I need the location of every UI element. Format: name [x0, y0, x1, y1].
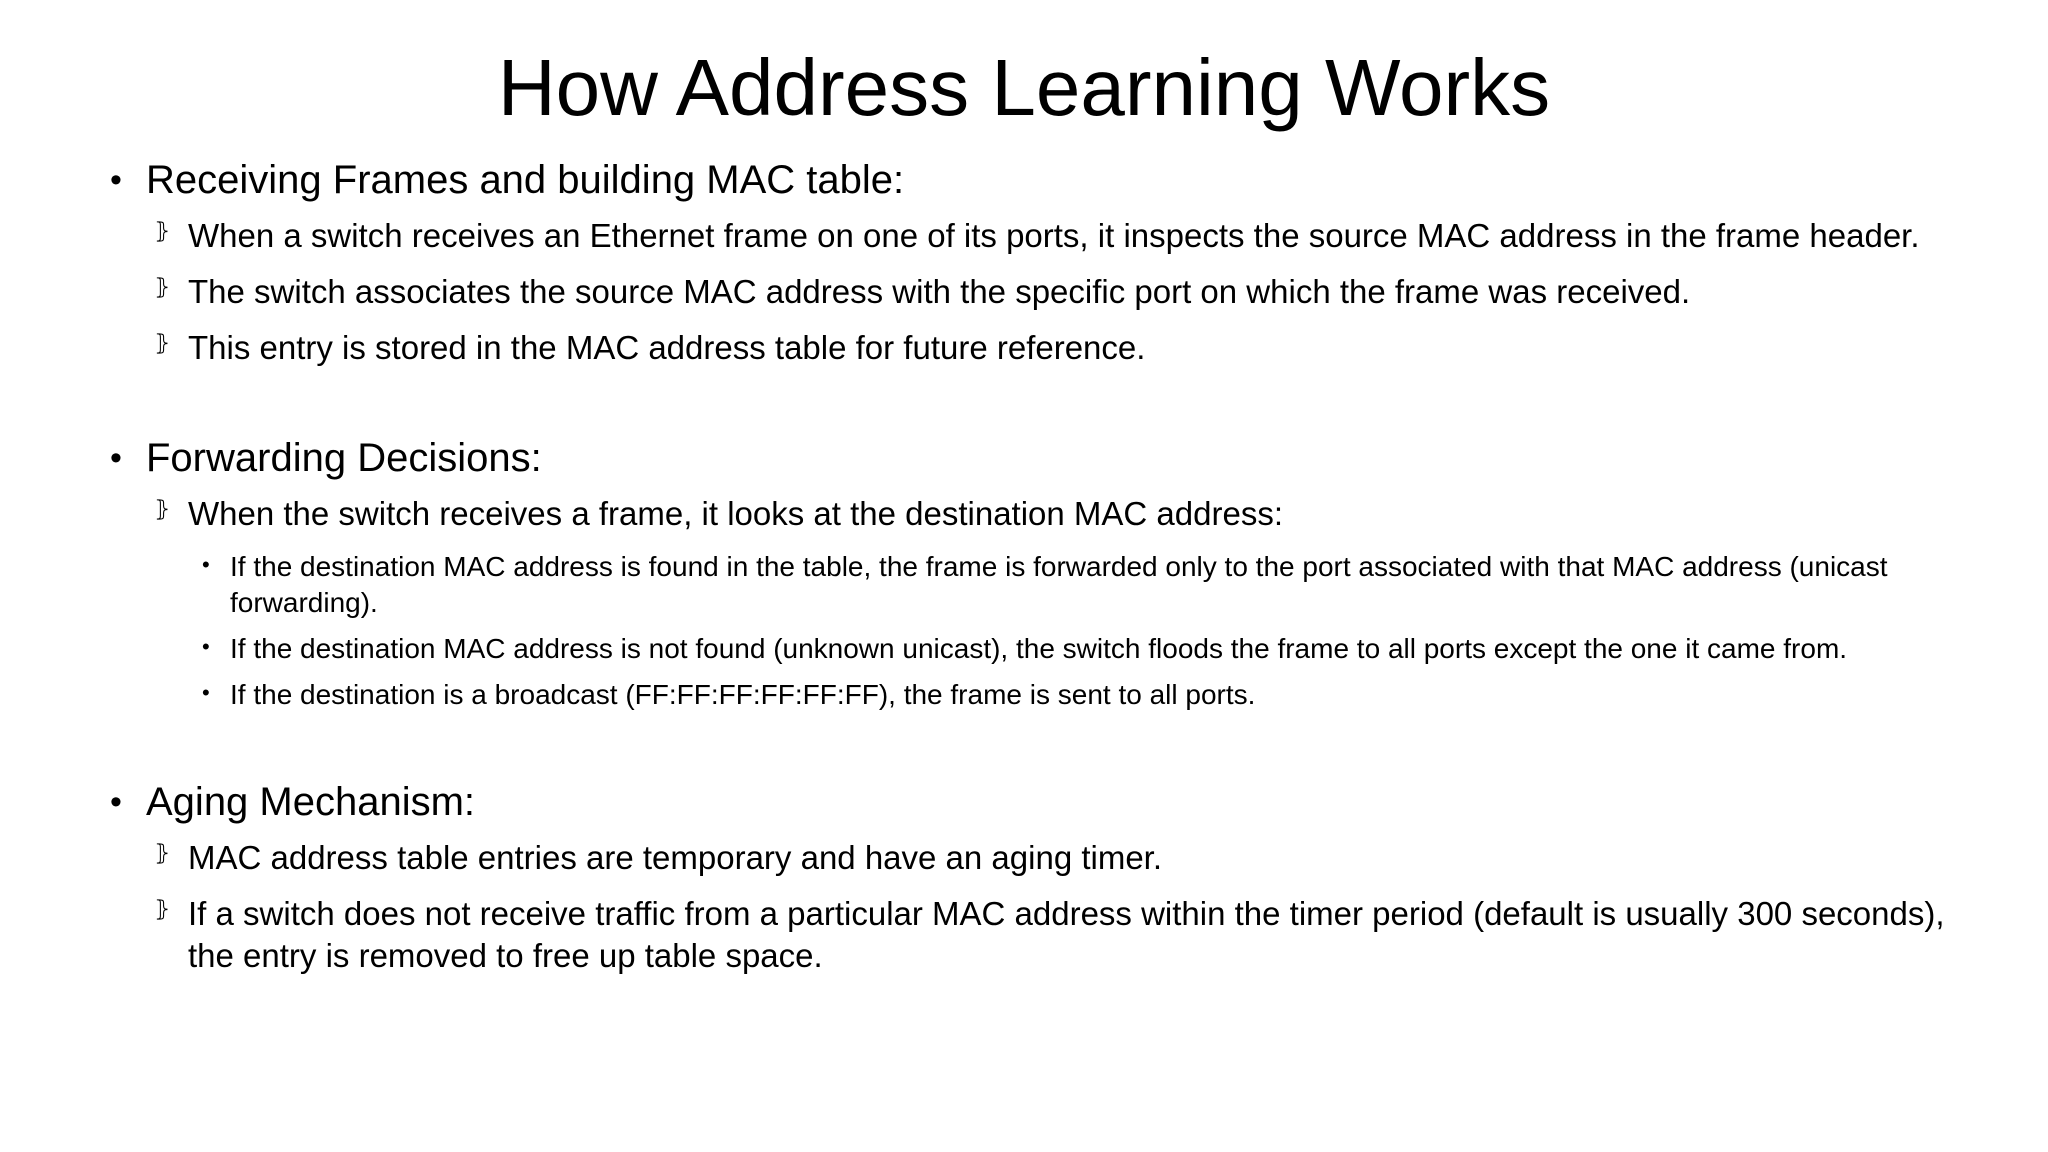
- bullet-icon: •: [110, 783, 122, 821]
- section-heading-text: Receiving Frames and building MAC table:: [146, 158, 905, 202]
- list-item: [110, 837, 1990, 879]
- list-item-text: If a switch does not receive traffic from a particular MAC address within the timer period (default is usually 300 seconds), the entry is removed to free up table space.: [188, 895, 1945, 974]
- list-item-text: When the switch receives a frame, it looks at the destination MAC address:: [188, 495, 1283, 532]
- sub-list-item-text: If the destination MAC address is found in the table, the frame is forwarded only to the port associated with that MAC address (unicast forwarding).: [230, 551, 1888, 618]
- brace-bullet-icon: ⦄: [154, 497, 171, 522]
- section-heading-text: Forwarding Decisions:: [146, 436, 542, 480]
- list-item: [110, 327, 1990, 369]
- section-heading-text: Aging Mechanism:: [146, 780, 476, 824]
- sub-list-item: [110, 631, 1990, 667]
- list-item: [110, 893, 1990, 977]
- list-item: [110, 215, 1990, 257]
- section-receiving-frames: [110, 155, 1990, 369]
- section-aging-mechanism: [110, 777, 1990, 977]
- list-item-text: MAC address table entries are temporary and have an aging timer.: [188, 839, 1163, 876]
- section-forwarding-decisions: [110, 433, 1990, 713]
- bullet-icon: •: [202, 680, 210, 705]
- bullet-icon: •: [110, 439, 122, 477]
- list-item: [110, 493, 1990, 535]
- brace-bullet-icon: ⦄: [154, 219, 171, 244]
- list-item-text: This entry is stored in the MAC address table for future reference.: [188, 329, 1146, 366]
- list-item-text: When a switch receives an Ethernet frame on one of its ports, it inspects the source MAC address in the frame header.: [188, 217, 1920, 254]
- list-item: [110, 271, 1990, 313]
- sub-list-item-text: If the destination MAC address is not found (unknown unicast), the switch floods the frame to all ports except the one it came from.: [230, 633, 1848, 664]
- slide-content: [110, 155, 1990, 991]
- bullet-icon: •: [202, 552, 210, 577]
- bullet-icon: •: [110, 161, 122, 199]
- section-heading: [110, 155, 1990, 205]
- brace-bullet-icon: ⦄: [154, 331, 171, 356]
- section-heading: [110, 777, 1990, 827]
- brace-bullet-icon: ⦄: [154, 841, 171, 866]
- bullet-icon: •: [202, 634, 210, 659]
- section-heading: [110, 433, 1990, 483]
- sub-list-item: [110, 549, 1990, 621]
- sub-list-item-text: If the destination is a broadcast (FF:FF:FF:FF:FF:FF), the frame is sent to all ports.: [230, 679, 1256, 710]
- slide-title: How Address Learning Works: [497, 43, 1551, 132]
- sub-list-item: [110, 677, 1990, 713]
- brace-bullet-icon: ⦄: [154, 275, 171, 300]
- list-item-text: The switch associates the source MAC address with the specific port on which the frame was received.: [188, 273, 1691, 310]
- brace-bullet-icon: ⦄: [154, 897, 171, 922]
